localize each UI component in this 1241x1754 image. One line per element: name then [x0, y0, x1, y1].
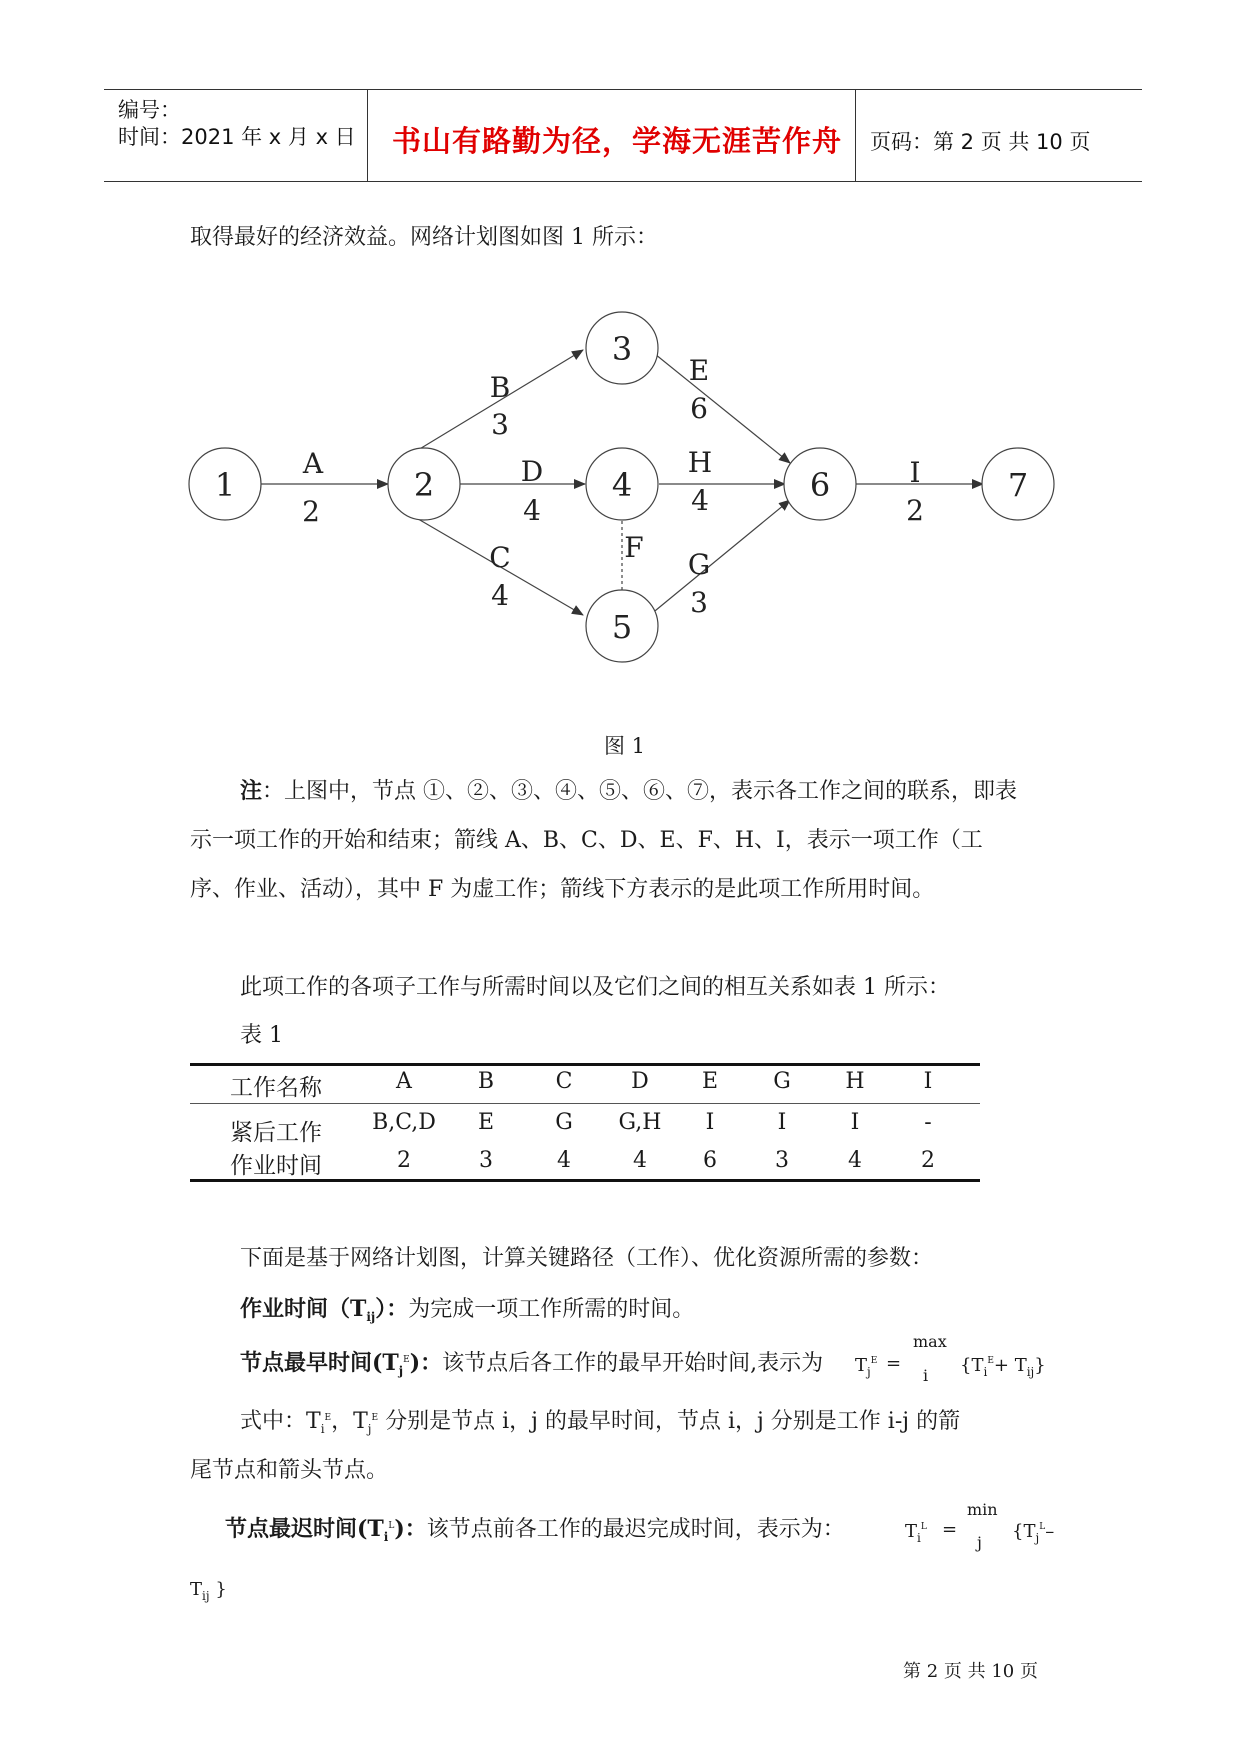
table-rowhead-name: 工作名称	[230, 1075, 322, 1101]
table-cell-successor: E	[477, 1110, 495, 1135]
where-line-1: 式中：$T_i^E$，$T_j^E$ 分别是节点 i，j 的最早时间，节点 i，j 分别是工作 i-j 的箭	[240, 1409, 961, 1436]
edge-i-time: 2	[906, 494, 924, 527]
latest-formula-operator: min	[967, 1500, 998, 1519]
earliest-formula-eq: =	[886, 1353, 902, 1374]
table-cell-name: H	[845, 1069, 865, 1094]
figure-caption: 图 1	[604, 734, 646, 758]
earliest-term-sup: E	[403, 1355, 410, 1365]
edge-e-name: E	[688, 354, 710, 387]
header-number-label: 编号：	[118, 98, 181, 122]
params-intro: 下面是基于网络计划图，计算关键路径（工作）、优化资源所需的参数：	[240, 1246, 934, 1271]
table-cell-successor: I	[705, 1110, 715, 1135]
where-line-2: 尾节点和箭头节点。	[190, 1458, 389, 1483]
latest-term-sub: i	[383, 1530, 389, 1544]
table-cell-time: 3	[479, 1148, 493, 1173]
table-cell-time: 6	[703, 1148, 717, 1173]
earliest-text: 该节点后各工作的最早开始时间,表示为	[442, 1351, 824, 1376]
table-top-rule	[190, 1063, 980, 1066]
edge-b-name: B	[489, 371, 511, 404]
table-cell-successor: B,C,D	[372, 1110, 436, 1135]
header-page-label: 页码：第 2 页 共 10 页	[870, 130, 1091, 154]
edge-g-arrow	[650, 500, 790, 615]
earliest-formula-lhs: $T_j^E$	[855, 1355, 878, 1379]
latest-term-end: )：	[394, 1516, 427, 1542]
header-time-label: 时间：2021 年 x 月 x 日	[118, 125, 356, 149]
table-cell-name: A	[396, 1069, 412, 1094]
edge-d-name: D	[520, 455, 544, 488]
edge-d-time: 4	[523, 494, 541, 527]
node-4-label: 4	[611, 466, 633, 504]
table-cell-successor: I	[850, 1110, 860, 1135]
edge-c-name: C	[489, 541, 511, 574]
latest-term: 节点最迟时间(T	[225, 1516, 384, 1542]
earliest-formula-index: i	[923, 1366, 929, 1385]
work-time-text: 为完成一项工作所需的时间。	[408, 1297, 695, 1322]
node-7-label: 7	[1007, 466, 1029, 504]
latest-formula-lhs: $T_i^L$	[905, 1521, 927, 1545]
table-cell-time: 2	[397, 1148, 411, 1173]
node-3-label: 3	[611, 330, 633, 368]
table-cell-name: I	[923, 1069, 933, 1094]
table-cell-name: C	[555, 1069, 573, 1094]
table-cell-successor: -	[924, 1110, 932, 1135]
table-cell-successor: G	[555, 1110, 573, 1135]
edge-c-time: 4	[491, 579, 509, 612]
earliest-formula-operator: max	[913, 1332, 947, 1351]
table-cell-name: E	[701, 1069, 719, 1094]
latest-time-line	[225, 1516, 845, 1544]
latest-formula-index: j	[977, 1533, 982, 1552]
table-cell-name: D	[631, 1069, 649, 1094]
latest-text: 该节点前各工作的最迟完成时间，表示为：	[426, 1517, 845, 1542]
work-time-line	[240, 1296, 694, 1324]
note-line-1	[240, 778, 1017, 805]
edge-i-name: I	[909, 456, 921, 489]
table-cell-successor: I	[777, 1110, 787, 1135]
edge-f-name: F	[624, 531, 644, 564]
table-cell-time: 4	[848, 1148, 862, 1173]
note-line-2: 示一项工作的开始和结束；箭线 A、B、C、D、E、F、H、I，表示一项工作（工	[190, 828, 983, 853]
work-time-sub: ij	[366, 1310, 376, 1324]
table-rowhead-time: 作业时间	[230, 1153, 322, 1179]
table-cell-name: B	[477, 1069, 495, 1094]
earliest-time-line	[240, 1350, 823, 1378]
table-cell-time: 4	[557, 1148, 571, 1173]
latest-formula-eq: =	[942, 1519, 958, 1540]
table-intro: 此项工作的各项子工作与所需时间以及它们之间的相互关系如表 1 所示：	[240, 975, 950, 1000]
edge-h-name: H	[687, 446, 713, 479]
table-cell-time: 4	[633, 1148, 647, 1173]
earliest-formula-rhs: $\{T_i^E+ T_{ij}\}$	[960, 1355, 1046, 1379]
latest-formula-rhs: {$T_j^L-$	[1012, 1521, 1055, 1545]
edge-g-name: G	[687, 548, 711, 581]
table-cell-time: 3	[775, 1148, 789, 1173]
work-time-term-end: ）：	[375, 1296, 409, 1322]
table-rowhead-successor: 紧后工作	[230, 1120, 322, 1146]
page-footer: 第 2 页 共 10 页	[903, 1661, 1038, 1682]
node-6-label: 6	[809, 466, 831, 504]
node-2-label: 2	[413, 466, 435, 504]
note-line-3: 序、作业、活动），其中 F 为虚工作；箭线下方表示的是此项工作所用时间。	[190, 877, 935, 902]
latest-formula-continuation: $T_{ij}$ }	[190, 1579, 227, 1603]
intro-paragraph: 取得最好的经济效益。网络计划图如图 1 所示：	[190, 225, 658, 250]
header-motto: 书山有路勤为径，学海无涯苦作舟	[392, 124, 843, 158]
note-label: 注	[240, 778, 263, 804]
edge-a-name: A	[302, 447, 324, 480]
table-caption: 表 1	[240, 1023, 283, 1048]
work-time-term: 作业时间（T	[240, 1296, 367, 1322]
edge-h-time: 4	[691, 484, 709, 517]
earliest-term-sub: j	[398, 1364, 404, 1378]
table-cell-time: 2	[921, 1148, 935, 1173]
edge-g-time: 3	[690, 586, 708, 619]
edge-a-time: 2	[302, 495, 320, 528]
edge-e-arrow	[650, 350, 790, 463]
table-header-rule	[190, 1103, 980, 1104]
edge-b-time: 3	[491, 408, 509, 441]
table-cell-successor: G,H	[618, 1110, 662, 1135]
network-diagram	[0, 0, 1241, 720]
note-line-1-text: ：上图中，节点 ①、②、③、④、⑤、⑥、⑦，表示各工作之间的联系，即表	[262, 779, 1018, 804]
edge-e-time: 6	[690, 392, 708, 425]
node-5-label: 5	[611, 608, 633, 646]
latest-term-sup: L	[388, 1521, 395, 1531]
node-1-label: 1	[214, 466, 236, 504]
earliest-term-end: )：	[409, 1350, 443, 1376]
earliest-term: 节点最早时间(T	[240, 1350, 399, 1376]
table-cell-name: G	[773, 1069, 791, 1094]
